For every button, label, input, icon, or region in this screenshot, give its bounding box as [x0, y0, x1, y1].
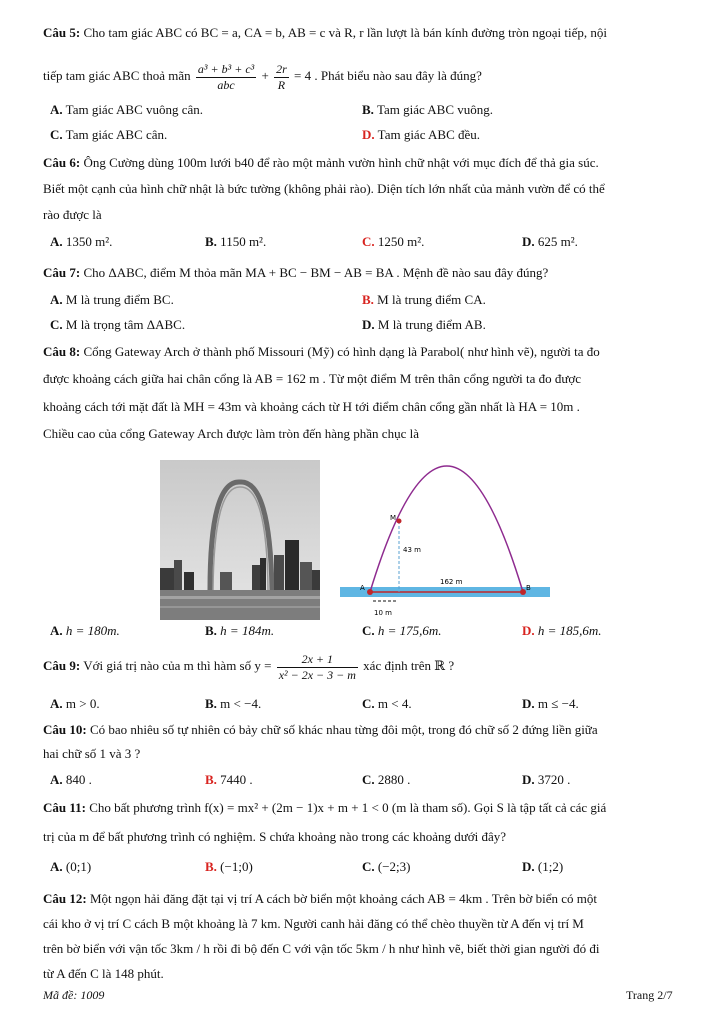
- q5-option-b[interactable]: B. Tam giác ABC vuông.: [362, 102, 494, 117]
- label-m: M: [390, 514, 397, 522]
- q8-line1: Câu 8: Cổng Gateway Arch ở thành phố Missouri (Mỹ) có hình dạng là Parabol( như hình vẽ), người ta đo: [43, 344, 600, 359]
- q9-option-a[interactable]: A. m > 0.: [50, 696, 100, 711]
- q11-line2: trị của m để bất phương trình có nghiệm. S chứa khoảng nào trong các khoảng dưới đây?: [43, 829, 507, 844]
- q10-line1: Câu 10: Có bao nhiêu số tự nhiên có bảy chữ số khác nhau từng đôi một, trong đó chữ số 2 đứng liền giữa: [43, 722, 598, 737]
- gateway-arch-photo-svg: [160, 460, 320, 620]
- q6-option-b[interactable]: B. 1150 m².: [205, 234, 267, 249]
- q8-line2: được khoảng cách giữa hai chân cổng là AB = 162 m . Từ một điểm M trên thân cổng người ta đo được: [43, 371, 582, 386]
- q7-option-b[interactable]: B. M là trung điểm CA.: [362, 292, 486, 307]
- q5-fraction-1: $\frac{\text{a³ + b³ + c³}}{\text{abc}}$: [197, 61, 255, 92]
- q5-line2: tiếp tam giác ABC thoả mãn $\frac{\text{a³ + b³ + c³}}{\text{abc}}$ + $\frac{2r}{R}$ = 4 . Phát biểu nào sau đây là đúng?: [43, 61, 482, 92]
- point-m: [397, 519, 402, 524]
- q12-line4: từ A đến C là 148 phút.: [43, 966, 164, 981]
- q7-option-c[interactable]: C. M là trọng tâm ΔABC.: [50, 317, 186, 332]
- q5-fraction-2: $\frac{2r}{R}$: [276, 61, 287, 92]
- q11-option-c[interactable]: C. (−2;3): [362, 859, 411, 874]
- q6-option-a[interactable]: A. 1350 m².: [50, 234, 113, 249]
- q10-option-c[interactable]: C. 2880 .: [362, 772, 411, 787]
- q8-line3: khoảng cách tới mặt đất là MH = 43m và khoảng cách từ H tới điểm chân cổng gần nhất là HA = 10m .: [43, 399, 580, 414]
- q6-line2: Biết một cạnh của hình chữ nhật là bức tường (không phải rào). Diện tích lớn nhất của mảnh vườn để có thể: [43, 181, 605, 196]
- parabola-figure: [340, 460, 550, 620]
- q10-line2: hai chữ số 1 và 3 ?: [43, 746, 141, 761]
- q8-option-a[interactable]: A. h = 180m.: [50, 623, 120, 638]
- point-a: [367, 589, 373, 595]
- exam-code: Mã đề: 1009: [43, 988, 105, 1002]
- q12-line3: trên bờ biển với vận tốc 3km / h rồi đi bộ đến C với vận tốc 5km / h như hình vẽ, biết thời gian người đó đi: [43, 941, 600, 956]
- q10-option-d[interactable]: D. 3720 .: [522, 772, 571, 787]
- q8-option-b[interactable]: B. h = 184m.: [205, 623, 275, 638]
- q10-option-a[interactable]: A. 840 .: [50, 772, 92, 787]
- label-a: A: [360, 584, 365, 592]
- arch-curve: [370, 466, 523, 592]
- label-ab: 162 m: [440, 578, 463, 586]
- q5-line1: Câu 5: Cho tam giác ABC có BC = a, CA = b, AB = c và R, r lần lượt là bán kính đường tròn ngoại tiếp, nội: [43, 25, 608, 40]
- q5-option-c[interactable]: C. Tam giác ABC cân.: [50, 127, 168, 142]
- q8-option-c[interactable]: C. h = 175,6m.: [362, 623, 442, 638]
- q5-option-a[interactable]: A. Tam giác ABC vuông cân.: [50, 102, 204, 117]
- page-number: Trang 2/7: [626, 988, 673, 1002]
- q7-option-a[interactable]: A. M là trung điểm BC.: [50, 292, 174, 307]
- q6-option-c[interactable]: C. 1250 m².: [362, 234, 425, 249]
- gateway-arch-photo: [160, 460, 320, 620]
- q12-line2: cái kho ở vị trí C cách B một khoảng là 7 km. Người canh hải đăng có thể chèo thuyền từ A đến vị trí M: [43, 916, 584, 931]
- q7-option-d[interactable]: D. M là trung điểm AB.: [362, 317, 486, 332]
- label-b: B: [526, 584, 531, 592]
- q8-line4: Chiều cao của cổng Gateway Arch được làm tròn đến hàng phần chục là: [43, 426, 419, 441]
- q6-option-d[interactable]: D. 625 m².: [522, 234, 578, 249]
- q11-line1: Câu 11: Cho bất phương trình f(x) = mx² + (2m − 1)x + m + 1 < 0 (m là tham số). Gọi S là tập tất cả các giá: [43, 800, 607, 815]
- q11-option-a[interactable]: A. (0;1): [50, 859, 92, 874]
- q10-option-b[interactable]: B. 7440 .: [205, 772, 253, 787]
- q11-option-b[interactable]: B. (−1;0): [205, 859, 253, 874]
- label-ha: 10 m: [374, 609, 392, 617]
- q9-fraction: $\frac{2x + 1}{\text{x² − 2x − 3 − m}}$: [278, 651, 356, 682]
- q9-option-d[interactable]: D. m ≤ −4.: [522, 696, 579, 711]
- q12-line1: Câu 12: Một ngọn hải đăng đặt tại vị trí A cách bờ biển một khoảng cách AB = 4km . Trên bờ biển có một: [43, 891, 598, 906]
- q5-option-d[interactable]: D. Tam giác ABC đều.: [362, 127, 481, 142]
- q9-option-c[interactable]: C. m < 4.: [362, 696, 412, 711]
- q9-line1: Câu 9: Với giá trị nào của m thì hàm số y = $\frac{2x + 1}{\text{x² − 2x − 3 − m}}$ xác định trên ℝ ?: [43, 651, 455, 682]
- q6-line1: Câu 6: Ông Cường dùng 100m lưới b40 để rào một mảnh vườn hình chữ nhật với mục đích để thả gia súc.: [43, 155, 599, 170]
- q8-option-d[interactable]: D. h = 185,6m.: [522, 623, 602, 638]
- q11-option-d[interactable]: D. (1;2): [522, 859, 564, 874]
- label-mh: 43 m: [403, 546, 421, 554]
- q9-option-b[interactable]: B. m < −4.: [205, 696, 262, 711]
- q7-line1: Câu 7: Cho ΔABC, điểm M thỏa mãn MA + BC − BM − AB = BA . Mệnh đề nào sau đây đúng?: [43, 265, 549, 280]
- q6-line3: rào được là: [43, 207, 102, 222]
